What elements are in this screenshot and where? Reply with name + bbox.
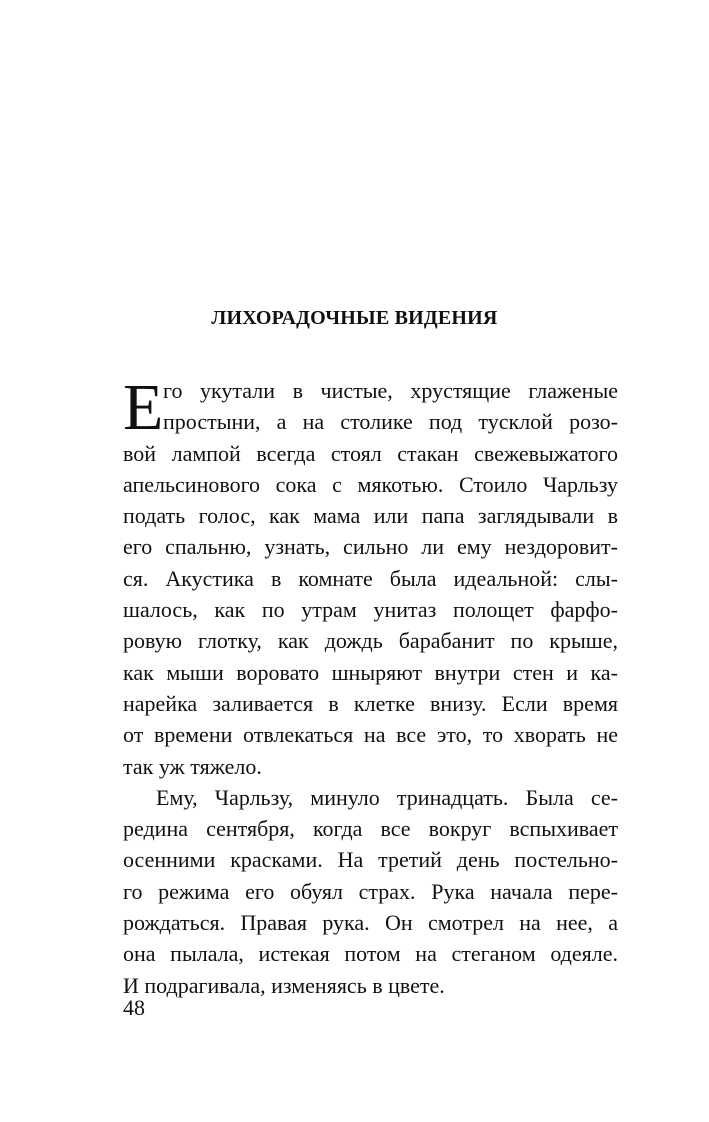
text-line: она пылала, истекая потом на стеганом одеяле.: [123, 941, 618, 967]
text-line: го укутали в чистые, хрустящие глаженые: [163, 378, 618, 403]
text-line: как мыши воровато шныряют внутри стен и ка-: [123, 659, 618, 685]
text-line: его спальню, узнать, сильно ли ему нездоровит-: [123, 534, 618, 560]
chapter-title: ЛИХОРАДОЧНЫЕ ВИДЕНИЯ: [211, 307, 498, 329]
text-line: вой лампой всегда стоял стакан свежевыжатого: [123, 440, 618, 466]
paragraph-2: [123, 782, 618, 1001]
text-line: так уж тяжело.: [123, 753, 262, 779]
text-line: И подрагивала, изменяясь в цвете.: [123, 972, 445, 998]
text-line: апельсинового сока с мякотью. Стоило Чарльзу: [123, 471, 618, 497]
text-line: шалось, как по утрам унитаз полощет фарфо-: [123, 597, 618, 623]
drop-cap: Е: [123, 371, 164, 444]
text-line: простыни, а на столике под тусклой розо-: [163, 409, 618, 435]
text-line: от времени отвлекаться на все это, то хворать не: [123, 722, 618, 748]
text-line: нарейка заливается в клетке внизу. Если время: [123, 690, 618, 716]
page-number: 48: [123, 995, 145, 1020]
text-line: Ему, Чарльзу, минуло тринадцать. Была се-: [156, 784, 618, 810]
text-line: осенними красками. На третий день постельно-: [123, 847, 618, 873]
body-text: [123, 371, 618, 1001]
text-line: редина сентября, когда все вокруг вспыхивает: [123, 816, 618, 842]
text-line: ся. Акустика в комнате была идеальной: слы-: [123, 565, 618, 591]
paragraph-1: [123, 371, 618, 782]
text-line: рождаться. Правая рука. Он смотрел на нее, а: [123, 910, 618, 936]
dropcap-lines: [123, 371, 618, 444]
text-line: подать голос, как мама или папа заглядывали в: [123, 503, 618, 529]
text-line: го режима его обуял страх. Рука начала пере-: [123, 878, 618, 904]
text-line: ровую глотку, как дождь барабанит по крыше,: [123, 628, 618, 654]
